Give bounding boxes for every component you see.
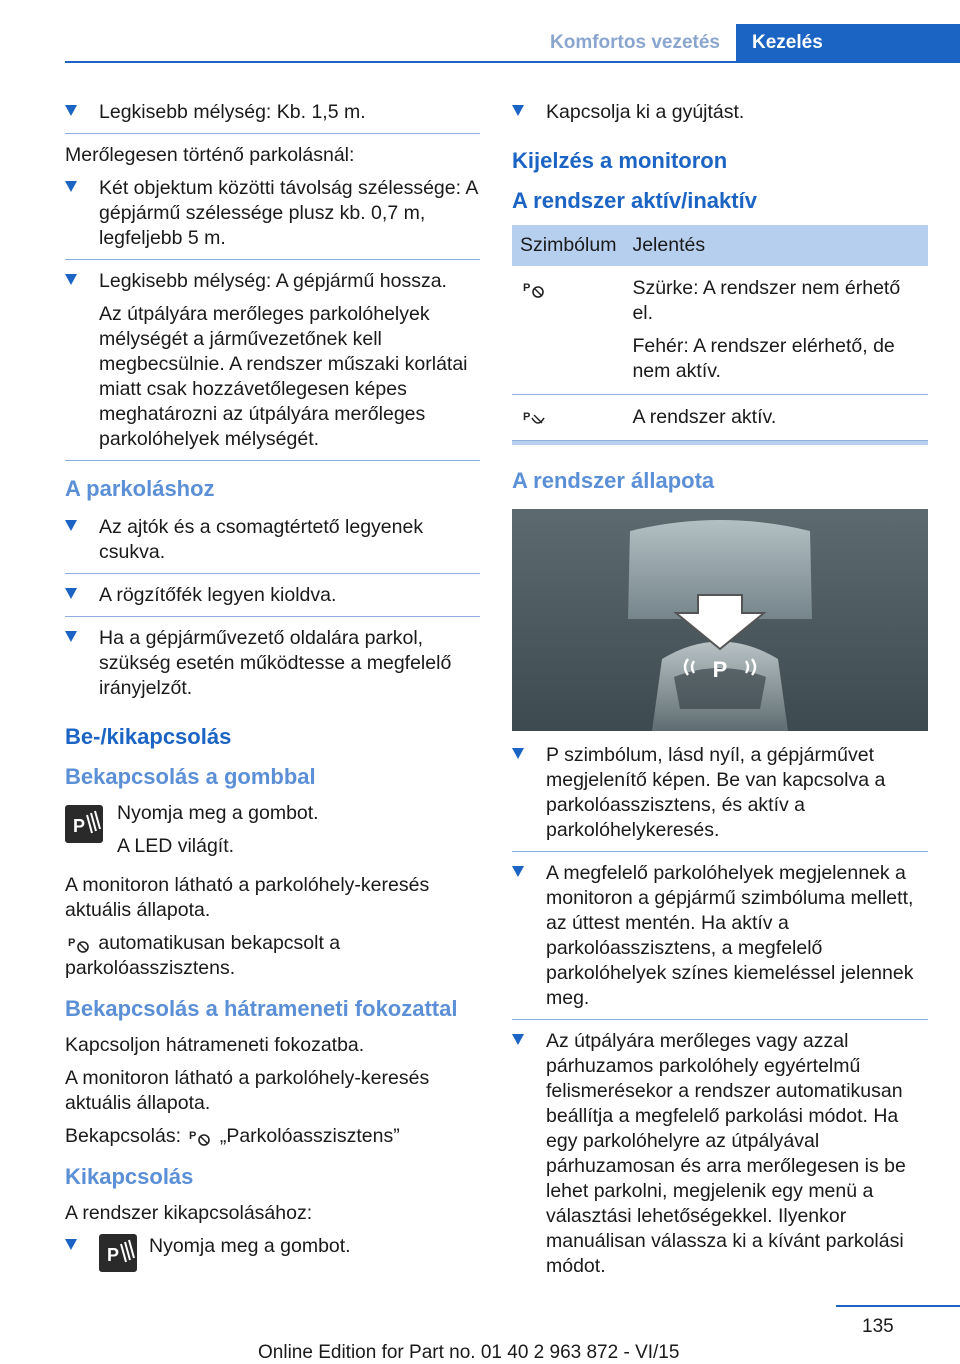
button-instruction	[65, 801, 480, 859]
table-cell-meaning: A rendszer aktív.	[624, 395, 928, 441]
list-item-text: Legkisebb mélység: A gépjármű hossza.	[99, 270, 447, 292]
bullet-triangle-icon	[512, 105, 524, 116]
list-item-text: Kapcsolja ki a gyújtást.	[546, 101, 745, 123]
paragraph: Kapcsoljon hátrameneti fokozatba.	[65, 1034, 365, 1056]
page-header	[550, 24, 960, 62]
park-assist-symbol-icon	[65, 934, 93, 954]
photo-p-symbol: P	[712, 657, 728, 682]
table-footer-bar	[512, 441, 928, 445]
left-column	[65, 100, 480, 1315]
list-item	[512, 743, 928, 852]
bullet-triangle-icon	[65, 520, 77, 531]
heading-monitor: Kijelzés a monitoron	[512, 148, 728, 173]
heading-active: A rendszer aktív/inaktív	[512, 188, 757, 213]
list-item-text: A megfelelő parkolóhelyek megjelennek a monitoron a gépjármű szimbóluma mellett, az úttest mentén. Ha aktív a parkolóasszisztens, a megfelelő parkolóhelyek színes kiemeléssel jelennek meg.	[546, 862, 914, 1009]
heading-off: Kikapcsolás	[65, 1164, 194, 1189]
svg-text:P: P	[189, 1129, 197, 1142]
table-cell-meaning	[624, 266, 928, 395]
paragraph-text: „Parkolóasszisztens”	[219, 1125, 400, 1147]
bullet-triangle-icon	[65, 588, 77, 599]
list-item-text: Az útpályára merőleges vagy azzal párhuzamos parkolóhely egyértelmű felismerésekor a rendszer automatikusan beállítja a megfelelő parkolási módot. Ha egy parkolóhelyre az útpályával párhuzamosan és arra merőlegesen is be lehet parkolni, megjelenik egy menü a választási lehetőségekkel. Ilyenkor manuálisan válassza ki a kívánt parkolási módot.	[546, 1030, 906, 1277]
heading-park: A parkoláshoz	[65, 476, 215, 501]
paragraph: A monitoron látható a parkolóhely-keresés aktuális állapota.	[65, 1067, 430, 1114]
park-assist-button-icon	[99, 1234, 137, 1272]
list-item-text: Az ajtók és a csomagtértető legyenek csukva.	[99, 516, 424, 563]
page-number: 135	[862, 1316, 894, 1337]
cell-text: Fehér: A rendszer elérhető, de nem aktív.	[632, 335, 895, 382]
list-item	[65, 1234, 480, 1306]
list-item	[65, 176, 480, 260]
list-item-text: A rögzítőfék legyen kioldva.	[99, 584, 337, 606]
list-item-text: Ha a gépjárművezető oldalára parkol, szükség esetén működtesse a megfelelő irányjelzőt.	[99, 627, 452, 699]
table-row	[512, 266, 928, 395]
list-item-text: P szimbólum, lásd nyíl, a gépjárművet megjelenítő képen. Be van kapcsolva a parkolóasszisztens, és aktív a parkolóhelykeresés.	[546, 744, 886, 841]
bullet-triangle-icon	[65, 274, 77, 285]
edition-note: Online Edition for Part no. 01 40 2 963 872 - VI/15	[258, 1342, 680, 1363]
heading-onoff: Be-/kikapcsolás	[65, 724, 232, 749]
instruction-text: A LED világít.	[117, 835, 235, 857]
heading-button: Bekapcsolás a gombbal	[65, 764, 316, 789]
list-item	[65, 583, 480, 617]
heading-state: A rendszer állapota	[512, 468, 715, 493]
park-assist-active-icon	[520, 408, 548, 428]
instruction-text: Nyomja meg a gombot.	[149, 1235, 351, 1257]
header-section: Komfortos vezetés	[550, 24, 736, 62]
symbol-table	[512, 225, 928, 441]
list-item	[512, 861, 928, 1020]
table-cell-symbol	[512, 266, 624, 395]
header-rule	[65, 61, 960, 63]
svg-text:P: P	[68, 936, 76, 949]
paragraph: A rendszer kikapcsolásához:	[65, 1202, 313, 1224]
table-row	[512, 395, 928, 441]
list-item	[65, 515, 480, 574]
list-item	[65, 269, 480, 461]
bullet-triangle-icon	[65, 631, 77, 642]
table-header-meaning: Jelentés	[624, 225, 928, 266]
park-assist-symbol-icon	[186, 1127, 214, 1147]
table-cell-symbol	[512, 395, 624, 441]
instruction-text: Nyomja meg a gombot.	[117, 802, 319, 824]
bullet-triangle-icon	[512, 866, 524, 877]
paragraph-text: automatikusan bekapcsolt a parkolóasszisztens.	[65, 932, 341, 979]
bullet-triangle-icon	[65, 1239, 77, 1250]
cell-text: Szürke: A rendszer nem érhető el.	[632, 277, 901, 324]
paragraph	[65, 931, 480, 981]
list-item	[65, 100, 480, 134]
button-instruction	[99, 1234, 480, 1284]
list-item-text: Két objektum közötti távolság szélessége: A gépjármű szélessége plusz kb. 0,7 m, legfeljebb 5 m.	[99, 177, 478, 249]
car-display-photo	[512, 509, 928, 731]
list-item	[65, 626, 480, 709]
bullet-triangle-icon	[512, 1034, 524, 1045]
heading-reverse: Bekapcsolás a hátrameneti fokozattal	[65, 996, 458, 1021]
svg-text:P: P	[73, 816, 86, 836]
bullet-triangle-icon	[65, 105, 77, 116]
svg-text:P: P	[107, 1245, 120, 1265]
table-header-symbol: Szimbólum	[512, 225, 624, 266]
bullet-triangle-icon	[512, 748, 524, 759]
right-column	[512, 100, 928, 1296]
svg-text:P: P	[523, 410, 531, 423]
paragraph-text: Bekapcsolás:	[65, 1125, 181, 1147]
park-assist-button-icon	[65, 805, 103, 843]
paragraph: Merőlegesen történő parkolásnál:	[65, 144, 355, 166]
bullet-triangle-icon	[65, 181, 77, 192]
list-item-text: Az útpályára merőleges parkolóhelyek mélységét a járművezetőnek kell megbecsülnie. A rendszer műszaki korlátai miatt csak hozzávetőlegesen képes meghatározni az útpályára merőleges parkolóhelyek mélységét.	[99, 303, 468, 450]
footer-rule	[836, 1305, 960, 1307]
paragraph: A monitoron látható a parkolóhely-keresés aktuális állapota.	[65, 874, 430, 921]
list-item	[512, 100, 928, 133]
paragraph	[65, 1124, 480, 1149]
list-item-text: Legkisebb mélység: Kb. 1,5 m.	[99, 101, 366, 123]
header-chapter: Kezelés	[736, 24, 960, 62]
svg-text:P: P	[523, 281, 531, 294]
park-assist-symbol-icon	[520, 279, 548, 299]
list-item	[512, 1029, 928, 1287]
